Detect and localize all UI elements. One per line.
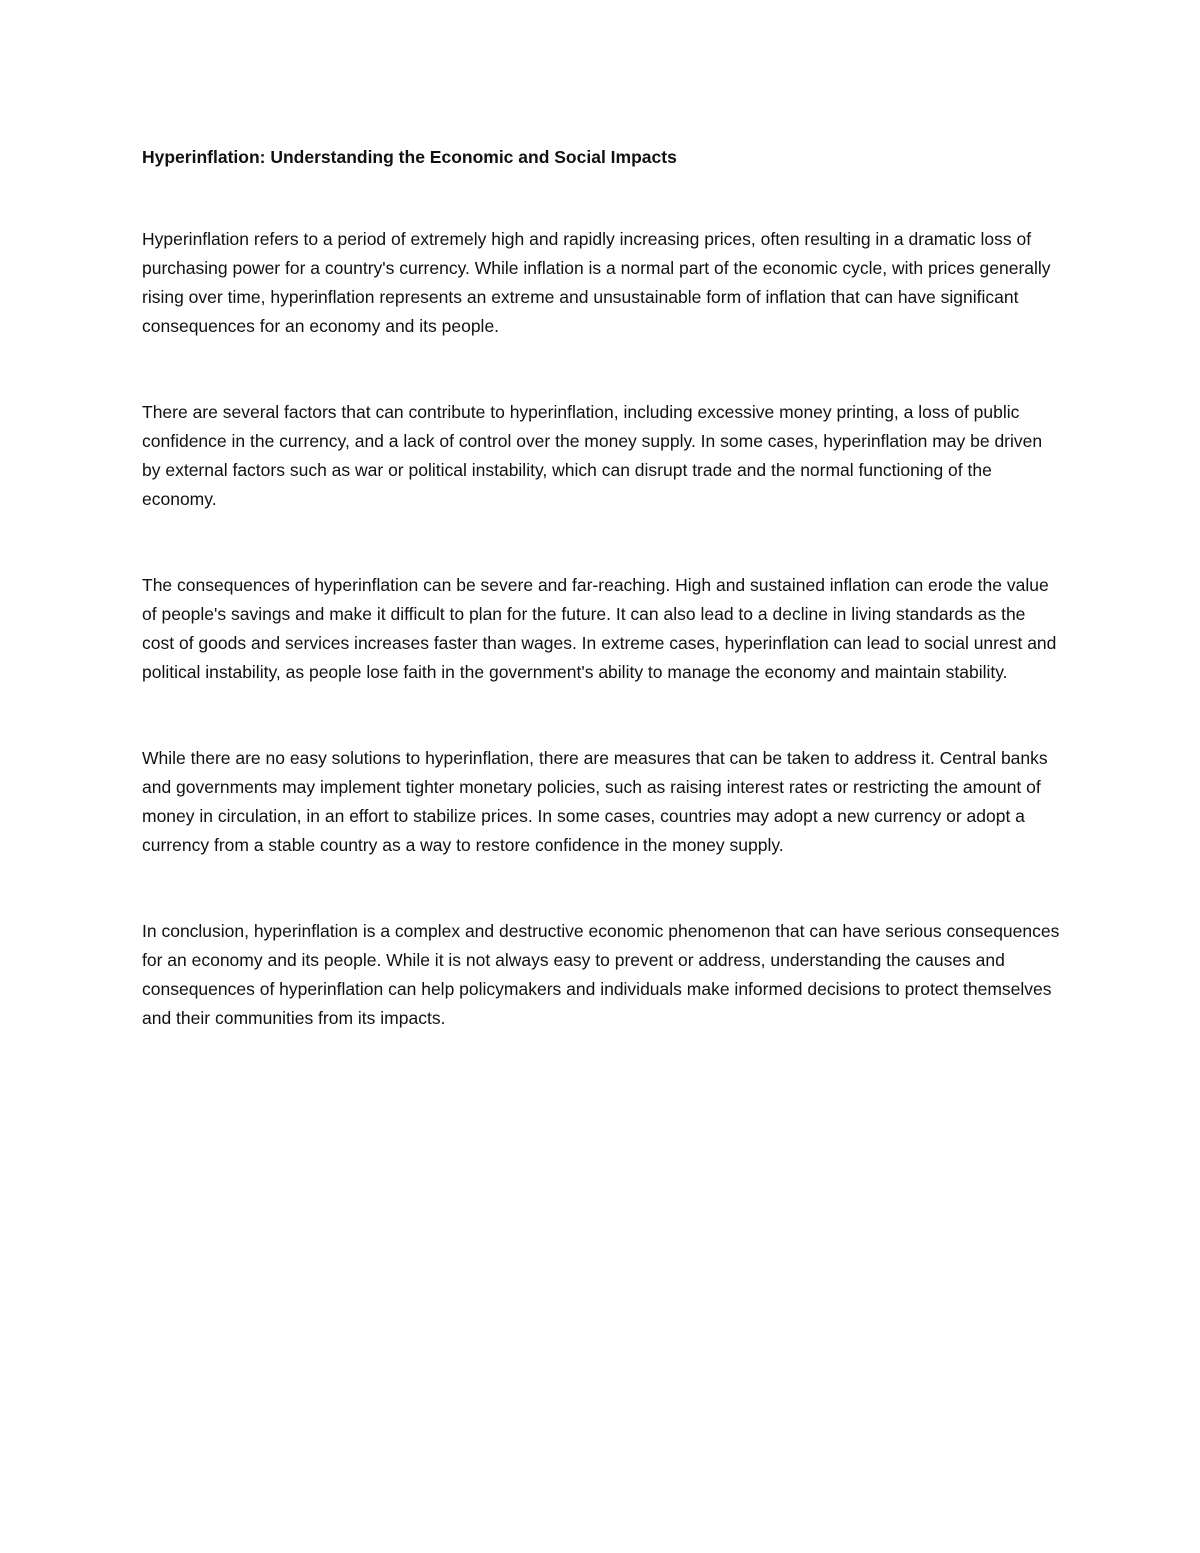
document-title: Hyperinflation: Understanding the Economic and Social Impacts — [142, 147, 677, 167]
paragraph-conclusion: In conclusion, hyperinflation is a complex and destructive economic phenomenon that can have serious consequences for an economy and its people. While it is not always easy to prevent or address, understanding the causes and consequences of hyperinflation can help policymakers and individuals make informed decisions to protect themselves and their communities from its impacts. — [142, 921, 1060, 1028]
paragraph-solutions: While there are no easy solutions to hyperinflation, there are measures that can be taken to address it. Central banks and governments may implement tighter monetary policies, such as raising interest rates or restricting the amount of money in circulation, in an effort to stabilize prices. In some cases, countries may adopt a new currency or adopt a currency from a stable country as a way to restore confidence in the money supply. — [142, 748, 1048, 855]
document-body — [142, 143, 1060, 1033]
paragraph-definition: Hyperinflation refers to a period of extremely high and rapidly increasing prices, often resulting in a dramatic loss of purchasing power for a country's currency. While inflation is a normal part of the economic cycle, with prices generally rising over time, hyperinflation represents an extreme and unsustainable form of inflation that can have significant consequences for an economy and its people. — [142, 229, 1051, 336]
paragraph-consequences: The consequences of hyperinflation can be severe and far-reaching. High and sustained inflation can erode the value of people's savings and make it difficult to plan for the future. It can also lead to a decline in living standards as the cost of goods and services increases faster than wages. In extreme cases, hyperinflation can lead to social unrest and political instability, as people lose faith in the government's ability to manage the economy and maintain stability. — [142, 575, 1057, 682]
paragraph-causes: There are several factors that can contribute to hyperinflation, including excessive money printing, a loss of public confidence in the currency, and a lack of control over the money supply. In some cases, hyperinflation may be driven by external factors such as war or political instability, which can disrupt trade and the normal functioning of the economy. — [142, 402, 1043, 509]
